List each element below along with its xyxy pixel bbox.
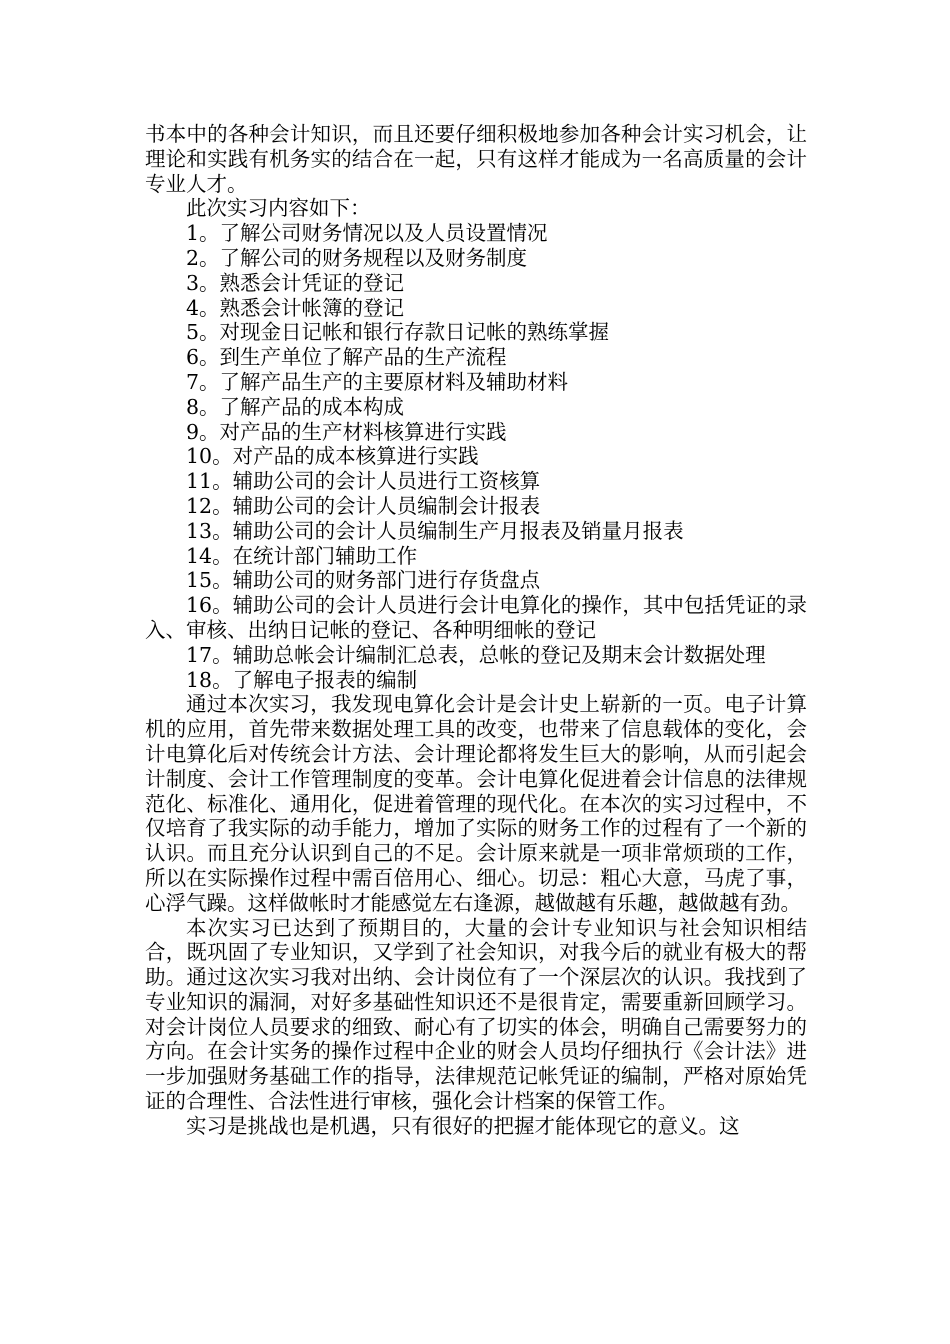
- paragraph-intro-continued: 书本中的各种会计知识，而且还要仔细积极地参加各种会计实习机会，让理论和实践有机务实的结合在一起，只有这样才能成为一名高质量的会计专业人才。: [145, 122, 807, 196]
- list-item: 10。对产品的成本核算进行实践: [186, 444, 479, 469]
- list-item: 8。了解产品的成本构成: [186, 394, 405, 419]
- list-item: 7。了解产品生产的主要原材料及辅助材料: [186, 369, 569, 394]
- list-item: 9。对产品的生产材料核算进行实践: [186, 419, 507, 444]
- list-item: 11。辅助公司的会计人员进行工资核算: [186, 469, 541, 494]
- list-item: 1。了解公司财务情况以及人员设置情况: [186, 221, 548, 246]
- list-item: 15。辅助公司的财务部门进行存货盘点: [186, 568, 541, 593]
- list-item: 17。辅助总帐会计编制汇总表，总帐的登记及期末会计数据处理: [186, 642, 766, 667]
- list-item: 3。熟悉会计凭证的登记: [186, 270, 405, 295]
- list-item: 16。辅助公司的会计人员进行会计电算化的操作，其中包括凭证的录入、审核、出纳日记帐的登记、各种明细帐的登记: [145, 593, 807, 642]
- list-item: 14。在统计部门辅助工作: [186, 543, 418, 568]
- document-page: [145, 122, 807, 1139]
- paragraph-internship-summary: 本次实习已达到了预期目的，大量的会计专业知识与社会知识相结合，既巩固了专业知识，又学到了社会知识，对我今后的就业有极大的帮助。通过这次实习我对出纳、会计岗位有了一个深层次的认识。我找到了专业知识的漏洞，对好多基础性知识还不是很肯定，需要重新回顾学习。对会计岗位人员要求的细致、耐心有了切实的体会，明确自己需要努力的方向。在会计实务的操作过程中企业的财会人员均仔细执行《会计法》进一步加强财务基础工作的指导，法律规范记帐凭证的编制，严格对原始凭证的合理性、合法性进行审核，强化会计档案的保管工作。: [145, 915, 807, 1114]
- list-item: 5。对现金日记帐和银行存款日记帐的熟练掌握: [186, 320, 610, 345]
- list-item: 6。到生产单位了解产品的生产流程: [186, 345, 507, 370]
- list-item: 2。了解公司的财务规程以及财务制度: [186, 245, 528, 270]
- paragraph-list-heading: 此次实习内容如下：: [186, 196, 371, 221]
- list-item: 18。了解电子报表的编制: [186, 667, 418, 692]
- list-item: 4。熟悉会计帐簿的登记: [186, 295, 405, 320]
- paragraph-computerized-accounting: 通过本次实习，我发现电算化会计是会计史上崭新的一页。电子计算机的应用，首先带来数据处理工具的改变，也带来了信息载体的变化，会计电算化后对传统会计方法、会计理论都将发生巨大的影响，从而引起会计制度、会计工作管理制度的变革。会计电算化促进着会计信息的法律规范化、标准化、通用化，促进着管理的现代化。在本次的实习过程中，不仅培育了我实际的动手能力，增加了实际的财务工作的过程有了一个新的认识。而且充分认识到自己的不足。会计原来就是一项非常烦琐的工作，所以在实际操作过程中需百倍用心、细心。切忌：粗心大意，马虎了事，心浮气躁。这样做帐时才能感觉左右逢源，越做越有乐趣，越做越有劲。: [145, 692, 807, 915]
- list-item: 12。辅助公司的会计人员编制会计报表: [186, 493, 541, 518]
- list-item: 13。辅助公司的会计人员编制生产月报表及销量月报表: [186, 518, 684, 543]
- paragraph-challenge: 实习是挑战也是机遇，只有很好的把握才能体现它的意义。这: [186, 1113, 740, 1138]
